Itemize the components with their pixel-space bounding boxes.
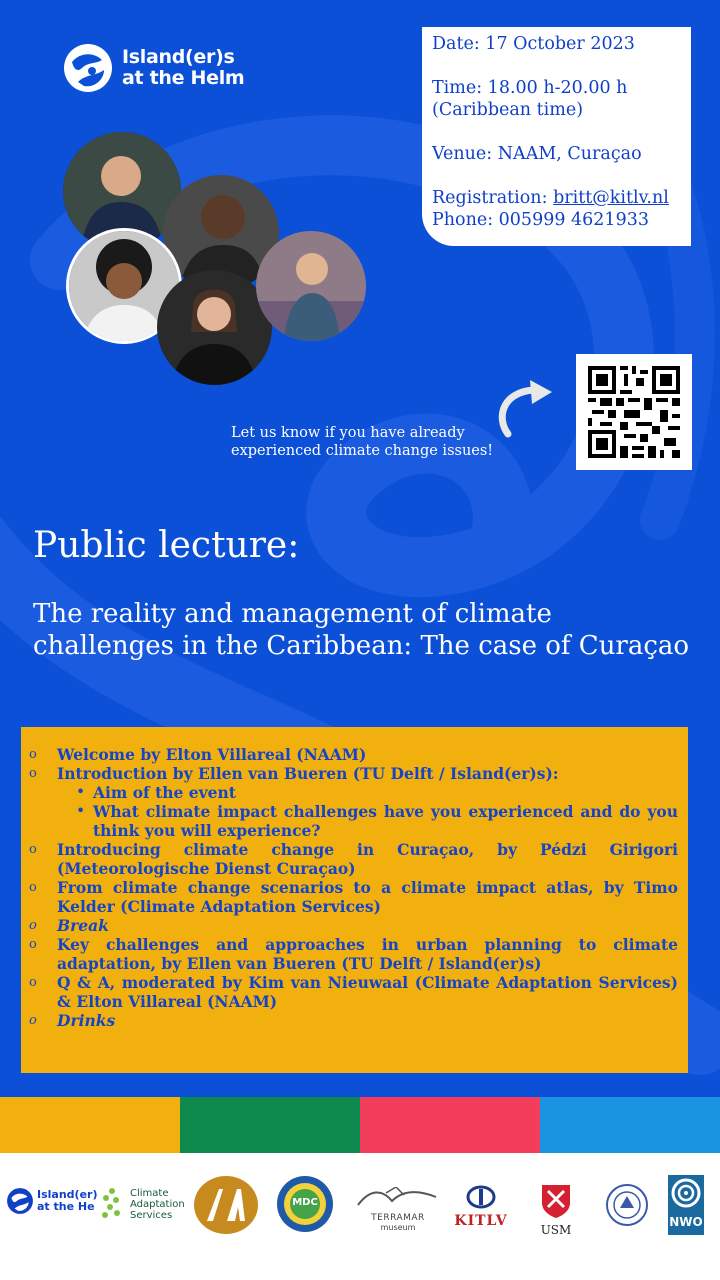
usm-label: USM (540, 1223, 572, 1237)
event-registration (432, 187, 691, 209)
cas-dots-icon (100, 1187, 124, 1221)
agenda-list (57, 745, 678, 1030)
naam-logo (193, 1175, 259, 1235)
agenda-item: o Q & A, moderated by Kim van Nieuwaal (Climate Adaptation Services) & Elton Villareal (NAAM) (57, 973, 678, 1011)
color-bar-blue (540, 1097, 720, 1153)
event-date: Date: 17 October 2023 (432, 34, 635, 54)
speaker-photo-4 (157, 270, 272, 385)
qr-code-icon (576, 354, 692, 470)
brand-line-1: Island(er)s (122, 46, 235, 68)
color-bar-yellow (0, 1097, 180, 1153)
event-time-zone: (Caribbean time) (432, 100, 584, 120)
agenda-item-text: Introduction by Ellen van Bueren (TU Delft / Island(er)s): (57, 764, 559, 783)
person-silhouette-icon (256, 231, 366, 341)
agenda-subitem: • Aim of the event (93, 783, 678, 802)
agenda-item: o Break (57, 916, 678, 935)
islanders-partner-line-2: at the He (37, 1200, 95, 1213)
terramar-museum-logo (356, 1187, 440, 1232)
person-silhouette-icon (157, 270, 272, 385)
agenda-item (57, 764, 678, 840)
agenda-sublist (57, 783, 678, 840)
brand-logo (62, 42, 244, 94)
event-time: Time: 18.00 h-20.00 h (432, 78, 628, 98)
qr-prompt-text (231, 424, 493, 460)
registration-email-link[interactable]: britt@kitlv.nl (553, 188, 669, 208)
color-bar-red (360, 1097, 540, 1153)
agenda-item: o Introducing climate change in Curaçao, by Pédzi Girigori (Meteorologische Dienst Curaçao) (57, 840, 678, 878)
speaker-photo-5 (256, 231, 366, 341)
qr-prompt-line-1: Let us know if you have already (231, 425, 465, 441)
university-seal-logo (606, 1184, 648, 1226)
registration-label: Registration: (432, 188, 548, 208)
mdc-logo (276, 1175, 334, 1233)
climate-adaptation-services-logo (100, 1187, 185, 1221)
cas-line-3: Services (130, 1209, 173, 1221)
event-info-card (422, 27, 691, 246)
nwo-swirl-icon (668, 1175, 704, 1211)
nwo-logo (668, 1175, 704, 1235)
agenda-item: o Drinks (57, 1011, 678, 1030)
cas-line-1: Climate (130, 1187, 169, 1199)
agenda-item: o Key challenges and approaches in urban planning to climate adaptation, by Ellen van Bueren (TU Delft / Island(er)s) (57, 935, 678, 973)
partner-logos-strip (0, 1153, 720, 1280)
usm-logo (536, 1183, 576, 1237)
islanders-partner-line-1: Island(er) (37, 1188, 98, 1201)
lecture-heading: Public lecture: (33, 525, 300, 566)
agenda-subitem: • What climate impact challenges have you experienced and do you think you will experience? (93, 802, 678, 840)
agenda-item: o From climate change scenarios to a climate impact atlas, by Timo Kelder (Climate Adaptation Services) (57, 878, 678, 916)
cas-line-2: Adaptation (130, 1198, 185, 1210)
event-venue: Venue: NAAM, Curaçao (432, 144, 642, 164)
islanders-logo-icon (6, 1187, 34, 1215)
nwo-label: NWO (669, 1215, 703, 1229)
lecture-title: The reality and management of climate challenges in the Caribbean: The case of Curaçao (33, 599, 690, 661)
kitlv-label: KITLV (454, 1213, 508, 1229)
brand-line-2: at the Helm (122, 67, 245, 89)
terramar-name: TERRAMAR (371, 1213, 425, 1223)
kitlv-logo (450, 1185, 512, 1229)
event-phone: Phone: 005999 4621933 (432, 210, 649, 230)
curved-arrow-icon (490, 378, 560, 438)
terramar-sub: museum (380, 1223, 416, 1232)
terramar-wave-icon (356, 1187, 440, 1209)
qr-prompt-line-2: experienced climate change issues! (231, 443, 494, 459)
registration-qr-code[interactable] (576, 354, 692, 470)
usm-shield-icon (540, 1183, 572, 1219)
color-bar-green (180, 1097, 360, 1153)
islanders-partner-logo (6, 1187, 97, 1215)
agenda-box (21, 727, 688, 1073)
mdc-label: MDC (292, 1197, 318, 1208)
kitlv-emblem-icon (466, 1185, 496, 1209)
islanders-logo-icon (62, 42, 114, 94)
agenda-item: o Welcome by Elton Villareal (NAAM) (57, 745, 678, 764)
